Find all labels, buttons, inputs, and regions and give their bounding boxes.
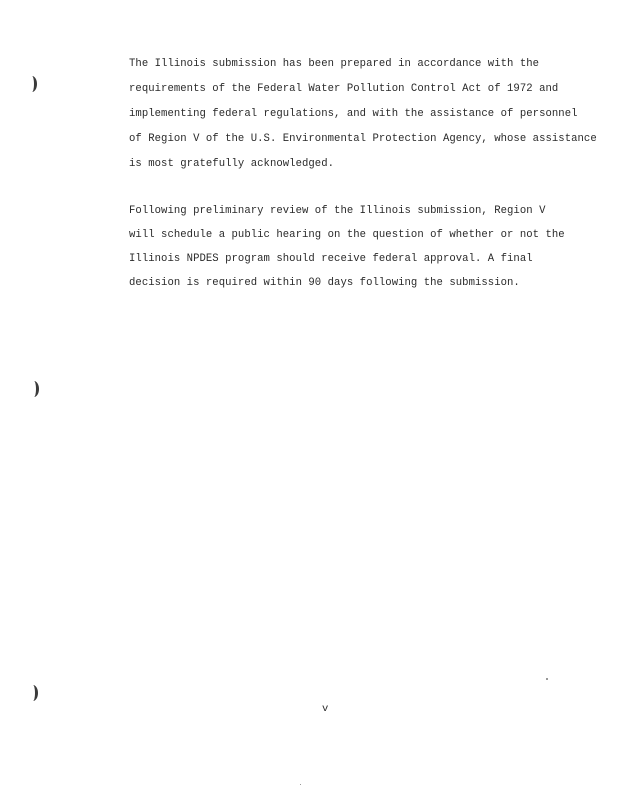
punch-hole-mark (27, 76, 37, 92)
text-line: implementing federal regulations, and with the assistance of personnel (129, 108, 578, 120)
text-line: of Region V of the U.S. Environmental Protection Agency, whose assistance (129, 133, 597, 145)
text-line: decision is required within 90 days following the submission. (129, 277, 520, 289)
page-number: v (322, 703, 329, 715)
punch-hole-mark (29, 381, 39, 397)
text-line: Illinois NPDES program should receive federal approval. A final (129, 253, 533, 265)
punch-hole-mark (28, 685, 38, 701)
text-line: will schedule a public hearing on the question of whether or not the (129, 229, 565, 241)
scan-speck (546, 678, 548, 680)
text-line: is most gratefully acknowledged. (129, 158, 335, 170)
text-line: requirements of the Federal Water Pollution Control Act of 1972 and (129, 83, 559, 95)
text-line: Following preliminary review of the Illinois submission, Region V (129, 205, 546, 217)
scan-speck (300, 784, 301, 785)
text-line: The Illinois submission has been prepared in accordance with the (129, 58, 540, 70)
